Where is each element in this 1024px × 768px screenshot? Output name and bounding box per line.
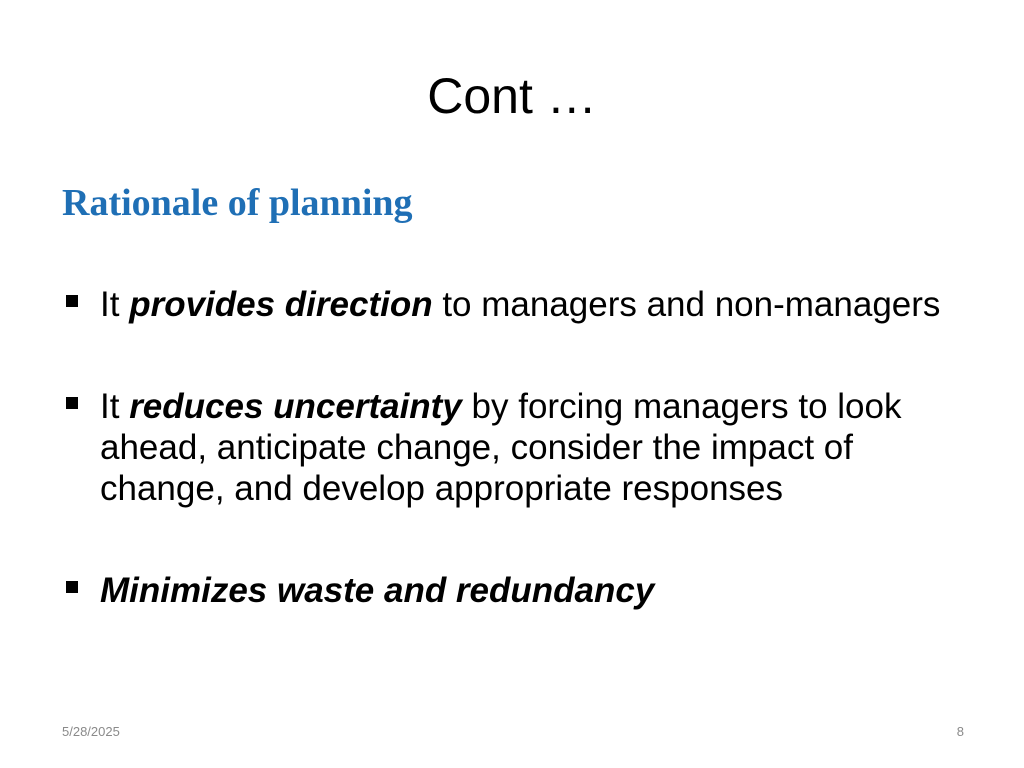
square-bullet-icon — [66, 397, 78, 409]
page-number: 8 — [956, 724, 964, 739]
bullet-item — [62, 284, 982, 325]
bullet-emphasis-text: Minimizes waste and redundancy — [100, 571, 655, 610]
footer-date: 5/28/2025 — [62, 724, 120, 739]
slide-title: Cont … — [427, 68, 597, 124]
square-bullet-icon — [66, 295, 78, 307]
bullet-list — [62, 284, 982, 611]
bullet-emphasis-text: provides direction — [129, 285, 433, 324]
bullet-lead-text: It — [100, 387, 130, 426]
slide-subtitle: Rationale of planning — [62, 182, 413, 224]
bullet-rest-text: to managers and non-managers — [432, 285, 941, 324]
bullet-lead-text: It — [100, 285, 130, 324]
bullet-item — [62, 386, 982, 509]
bullet-emphasis-text: reduces uncertainty — [129, 387, 462, 426]
square-bullet-icon — [66, 581, 78, 593]
bullet-item — [62, 570, 982, 611]
bullet-rest-text: by forcing managers to look ahead, anticipate change, consider the impact of change, and develop appropriate responses — [100, 387, 902, 508]
